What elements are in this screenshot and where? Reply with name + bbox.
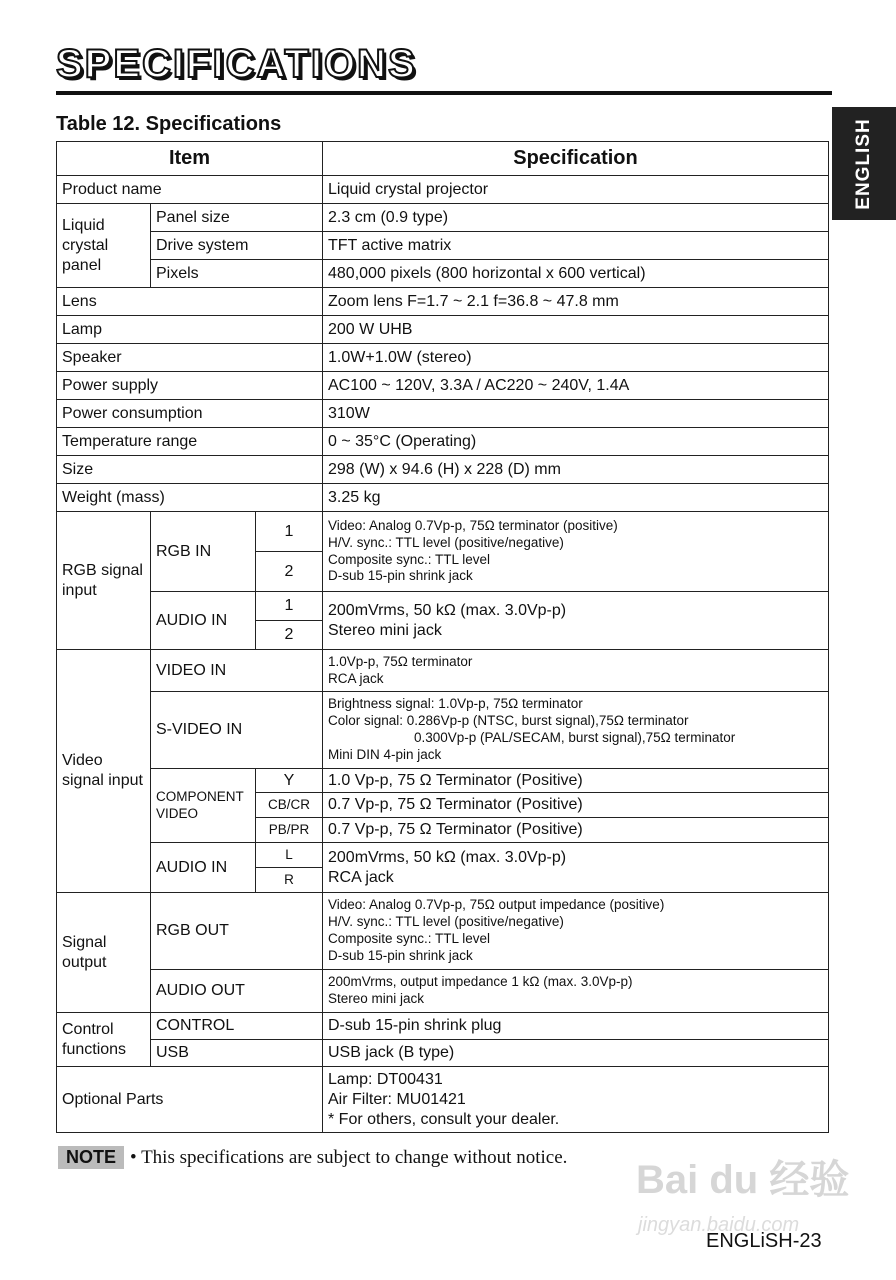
row-label: Lens <box>57 288 323 316</box>
table-row <box>57 232 829 260</box>
value-line: D-sub 15-pin shrink jack <box>328 568 473 584</box>
value-line: D-sub 15-pin shrink jack <box>328 947 473 963</box>
row-value <box>323 692 829 769</box>
row-label: Power supply <box>57 372 323 400</box>
value-line: Mini DIN 4-pin jack <box>328 746 442 762</box>
row-label: Drive system <box>151 232 323 260</box>
header-item: Item <box>57 142 323 176</box>
table-row <box>57 372 829 400</box>
title-rule <box>56 91 832 95</box>
row-value <box>323 592 829 650</box>
row-value: 480,000 pixels (800 horizontal x 600 vertical) <box>323 260 829 288</box>
row-label: CONTROL <box>151 1013 323 1040</box>
pin-label: L <box>256 843 323 868</box>
table-caption: Table 12. Specifications <box>56 113 282 135</box>
row-value <box>323 512 829 592</box>
value-line: H/V. sync.: TTL level (positive/negative) <box>328 914 564 930</box>
table-row <box>57 1067 829 1133</box>
row-value: 310W <box>323 400 829 428</box>
value-line: Video: Analog 0.7Vp-p, 75Ω terminator (positive) <box>328 517 618 533</box>
value-line: 200mVrms, 50 kΩ (max. 3.0Vp-p) <box>328 601 567 619</box>
row-value: USB jack (B type) <box>323 1040 829 1067</box>
row-label: Speaker <box>57 344 323 372</box>
row-label: AUDIO IN <box>151 843 256 893</box>
table-row <box>57 344 829 372</box>
table-row <box>57 428 829 456</box>
watermark-logo: Bai du 经验 <box>636 1158 850 1202</box>
table-row <box>57 843 829 868</box>
pin-label: 1 <box>256 592 323 621</box>
row-value <box>323 1067 829 1133</box>
row-value: AC100 ~ 120V, 3.3A / AC220 ~ 240V, 1.4A <box>323 372 829 400</box>
table-row <box>57 456 829 484</box>
row-value: 0.7 Vp-p, 75 Ω Terminator (Positive) <box>323 818 829 843</box>
table-row <box>57 650 829 692</box>
table-row <box>57 592 829 621</box>
row-label: Optional Parts <box>57 1067 323 1133</box>
row-label: RGB OUT <box>151 893 323 970</box>
value-line: Color signal: 0.286Vp-p (NTSC, burst signal),75Ω terminator <box>328 713 689 729</box>
pin-label: 2 <box>256 621 323 650</box>
value-line: Video: Analog 0.7Vp-p, 75Ω output impedance (positive) <box>328 897 665 913</box>
pin-label: PB/PR <box>256 818 323 843</box>
group-label: Video signal input <box>57 650 151 893</box>
header-specification: Specification <box>323 142 829 176</box>
row-value: 200 W UHB <box>323 316 829 344</box>
note <box>58 1146 567 1169</box>
group-label: RGB signal input <box>57 512 151 650</box>
row-value <box>323 650 829 692</box>
value-line: 1.0Vp-p, 75Ω terminator <box>328 653 473 669</box>
row-label: USB <box>151 1040 323 1067</box>
table-row <box>57 260 829 288</box>
row-label: Temperature range <box>57 428 323 456</box>
page-number: ENGLiSH-23 <box>706 1230 822 1252</box>
value-line: * For others, consult your dealer. <box>328 1110 560 1128</box>
value-line: 200mVrms, output impedance 1 kΩ (max. 3.0Vp-p) <box>328 974 633 990</box>
value-line: Brightness signal: 1.0Vp-p, 75Ω terminator <box>328 696 583 712</box>
row-label: Pixels <box>151 260 323 288</box>
table-row <box>57 893 829 970</box>
note-label: NOTE <box>58 1146 124 1169</box>
language-tab-label: ENGLISH <box>853 117 874 210</box>
table-row <box>57 484 829 512</box>
group-label: Signal output <box>57 893 151 1013</box>
group-label: Control functions <box>57 1013 151 1067</box>
row-label: Lamp <box>57 316 323 344</box>
row-value: 0 ~ 35°C (Operating) <box>323 428 829 456</box>
row-label: S-VIDEO IN <box>151 692 323 769</box>
table-row <box>57 204 829 232</box>
group-label: Liquid crystal panel <box>57 204 151 288</box>
pin-label: 2 <box>256 552 323 592</box>
value-line: 200mVrms, 50 kΩ (max. 3.0Vp-p) <box>328 848 567 866</box>
value-line: RCA jack <box>328 868 394 886</box>
value-line: Composite sync.: TTL level <box>328 931 491 946</box>
value-line: 0.300Vp-p (PAL/SECAM, burst signal),75Ω terminator <box>414 730 736 745</box>
table-row <box>57 692 829 769</box>
row-label: RGB IN <box>151 512 256 592</box>
value-line: Composite sync.: TTL level <box>328 551 491 567</box>
specifications-table <box>56 141 829 1133</box>
pin-label: CB/CR <box>256 793 323 818</box>
row-value <box>323 893 829 970</box>
value-line: Stereo mini jack <box>328 621 442 639</box>
row-value: 3.25 kg <box>323 484 829 512</box>
value-line: Lamp: DT00431 <box>328 1070 443 1088</box>
row-label: Panel size <box>151 204 323 232</box>
table-row <box>57 512 829 552</box>
pin-label: 1 <box>256 512 323 552</box>
row-value: D-sub 15-pin shrink plug <box>323 1013 829 1040</box>
row-value: 298 (W) x 94.6 (H) x 228 (D) mm <box>323 456 829 484</box>
pin-label: R <box>256 868 323 893</box>
table-row <box>57 288 829 316</box>
row-label: Power consumption <box>57 400 323 428</box>
row-label: AUDIO OUT <box>151 970 323 1013</box>
table-row <box>57 400 829 428</box>
pin-label: Y <box>256 769 323 793</box>
value-line: RCA jack <box>328 670 384 686</box>
table-header-row <box>57 142 829 176</box>
row-label: VIDEO IN <box>151 650 323 692</box>
row-label: Weight (mass) <box>57 484 323 512</box>
table-row <box>57 1013 829 1040</box>
row-value: 1.0 Vp-p, 75 Ω Terminator (Positive) <box>323 769 829 793</box>
table-row <box>57 970 829 1013</box>
row-value: TFT active matrix <box>323 232 829 260</box>
value-line: Air Filter: MU01421 <box>328 1090 466 1108</box>
row-value: 0.7 Vp-p, 75 Ω Terminator (Positive) <box>323 793 829 818</box>
row-label: AUDIO IN <box>151 592 256 650</box>
table-row <box>57 176 829 204</box>
row-value: Zoom lens F=1.7 ~ 2.1 f=36.8 ~ 47.8 mm <box>323 288 829 316</box>
row-value <box>323 843 829 893</box>
note-text: • This specifications are subject to change without notice. <box>130 1147 568 1168</box>
language-tab <box>832 107 896 220</box>
table-row <box>57 769 829 793</box>
row-value <box>323 970 829 1013</box>
row-label: Size <box>57 456 323 484</box>
table-row <box>57 316 829 344</box>
row-label: COMPONENT VIDEO <box>151 769 256 843</box>
row-value: 1.0W+1.0W (stereo) <box>323 344 829 372</box>
page-title: SPECIFICATIONS <box>56 42 417 86</box>
row-value: 2.3 cm (0.9 type) <box>323 204 829 232</box>
watermark-url: jingyan.baidu.com <box>638 1214 800 1236</box>
table-row <box>57 1040 829 1067</box>
row-label: Product name <box>57 176 323 204</box>
value-line: H/V. sync.: TTL level (positive/negative) <box>328 534 564 550</box>
row-value: Liquid crystal projector <box>323 176 829 204</box>
value-line: Stereo mini jack <box>328 991 425 1006</box>
